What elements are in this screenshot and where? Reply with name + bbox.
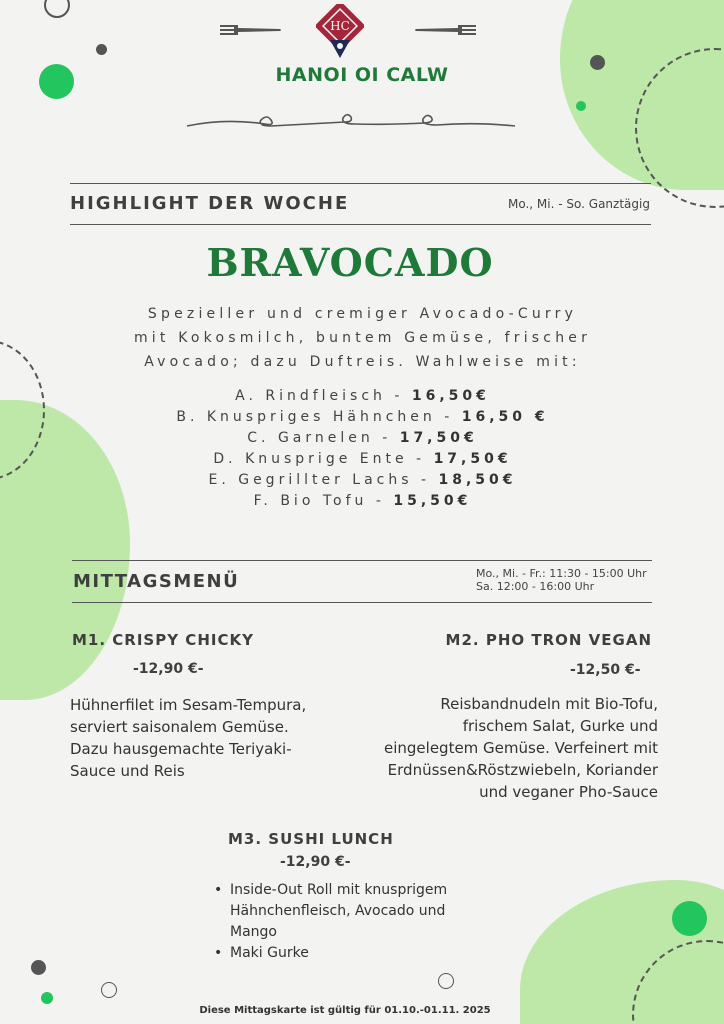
dish-options: [60, 386, 665, 512]
divider-line: [70, 183, 651, 184]
menu-item-title: M1. CRISPY CHICKY: [72, 631, 254, 649]
footer-note: Diese Mittagskarte ist gültig für 01.10.-01.11. 2025: [199, 1005, 491, 1016]
dish-name: BRAVOCADO: [206, 240, 494, 285]
menu-item-description: Reisbandnudeln mit Bio-Tofu, frischem Salat, Gurke und eingelegtem Gemüse. Verfeinert mit Erdnüssen&Röstzwiebeln, Koriander und veganer Pho-Sauce: [384, 695, 658, 801]
option-item: A. Rindfleisch - 16,50€: [235, 388, 490, 404]
option-price: 18,50€: [438, 472, 517, 488]
option-item: E. Gegrillter Lachs - 18,50€: [208, 472, 517, 488]
decor-dot: [31, 960, 46, 975]
option-item: D. Knusprige Ente - 17,50€: [213, 451, 512, 467]
decor-dot: [96, 44, 107, 55]
option-item: B. Knuspriges Hähnchen - 16,50 €: [176, 409, 549, 425]
menu-item-list: [214, 880, 470, 964]
menu-item-price: -12,90 €-: [133, 661, 204, 677]
svg-text:HC: HC: [330, 19, 350, 33]
menu-item-price: -12,90 €-: [280, 854, 351, 870]
highlight-hours: Mo., Mi. - So. Ganztägig: [508, 197, 650, 211]
decor-dot: [576, 101, 586, 111]
highlight-section-title: HIGHLIGHT DER WOCHE: [70, 193, 350, 214]
decor-dot: [672, 901, 707, 936]
option-price: 15,50€: [393, 493, 472, 509]
fork-icon: [220, 24, 282, 38]
list-item: • Maki Gurke: [214, 945, 309, 961]
dish-description: [90, 302, 635, 374]
divider-line: [70, 224, 651, 225]
restaurant-name: HANOI OI CALW: [275, 64, 449, 86]
lunch-section-title: MITTAGSMENÜ: [73, 571, 240, 592]
divider-line: [72, 560, 652, 561]
divider-flourish: [185, 112, 517, 134]
option-price: 16,50€: [411, 388, 490, 404]
menu-item-description: Hühnerfilet im Sesam-Tempura, serviert saisonalem Gemüse. Dazu hausgemachte Teriyaki-Sauce und Reis: [70, 696, 307, 780]
description-line: Avocado; dazu Duftreis. Wahlweise mit:: [144, 354, 581, 370]
menu-item-title: M2. PHO TRON VEGAN: [445, 631, 652, 649]
decor-ring: [44, 0, 70, 18]
lunch-hours: Mo., Mi. - Fr.: 11:30 - 15:00 Uhr Sa. 12:00 - 16:00 Uhr: [476, 567, 647, 593]
menu-item-title: M3. SUSHI LUNCH: [228, 830, 394, 848]
description-line: Spezieller und cremiger Avocado-Curry: [147, 306, 578, 322]
decor-ring: [101, 982, 117, 998]
decor-dot: [41, 992, 53, 1004]
description-line: mit Kokosmilch, buntem Gemüse, frischer: [133, 330, 592, 346]
divider-line: [72, 602, 652, 603]
list-item: • Inside-Out Roll mit knusprigem Hähnchenfleisch, Avocado und Mango: [214, 882, 448, 940]
option-price: 17,50€: [433, 451, 512, 467]
option-price: 16,50 €: [461, 409, 549, 425]
fork-icon: [414, 24, 476, 38]
option-item: F. Bio Tofu - 15,50€: [253, 493, 472, 509]
restaurant-logo: [316, 4, 364, 60]
option-price: 17,50€: [399, 430, 478, 446]
option-item: C. Garnelen - 17,50€: [247, 430, 478, 446]
menu-item-price: -12,50 €-: [570, 662, 641, 678]
decor-ring: [438, 973, 454, 989]
